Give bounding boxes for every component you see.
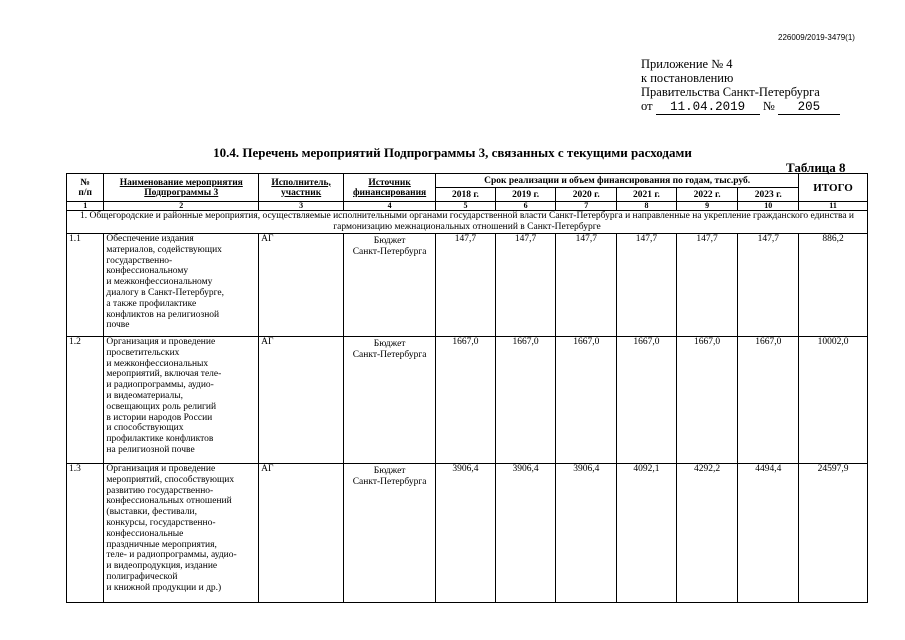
row-year-value: 3906,4 [436, 464, 496, 603]
number-value: 205 [778, 101, 840, 115]
row-year-value: 4092,1 [617, 464, 677, 603]
column-number: 9 [676, 202, 738, 211]
activities-table [66, 173, 868, 603]
row-year-value: 147,7 [495, 234, 556, 337]
column-number: 2 [104, 202, 259, 211]
column-number: 6 [495, 202, 556, 211]
row-executor: АГ [259, 464, 344, 603]
row-year-value: 3906,4 [556, 464, 617, 603]
row-activity-name: Организация и проведение мероприятий, способствующих развитию государственно- конфессиональных отношений (выставки, фестивали, конкурсы, государственно- конфессиональные праздничные мероприятия, теле- и радиопрограммы, аудио- и видеопродукция, издание полиграфической и книжной продукции и др.) [104, 464, 259, 603]
row-year-value: 3906,4 [495, 464, 556, 603]
table-row [67, 234, 868, 337]
row-number: 1.2 [67, 337, 104, 464]
column-number: 10 [738, 202, 799, 211]
column-number: 7 [556, 202, 617, 211]
column-number: 3 [259, 202, 344, 211]
row-funding-source: Бюджет Санкт-Петербурга [344, 234, 436, 337]
column-number: 1 [67, 202, 104, 211]
header-year: 2022 г. [676, 188, 738, 202]
column-number: 5 [436, 202, 496, 211]
row-year-value: 1667,0 [556, 337, 617, 464]
appendix-line-2: к постановлению [641, 71, 734, 85]
column-numbers-row [67, 202, 868, 211]
row-year-value: 147,7 [676, 234, 738, 337]
row-activity-name: Обеспечение издания материалов, содействующих государственно- конфессиональному и межконфессиональному диалогу в Санкт-Петербурге, а также профилактике конфликтов на религиозной почве [104, 234, 259, 337]
date-value: 11.04.2019 [656, 101, 760, 115]
row-funding-source: Бюджет Санкт-Петербурга [344, 337, 436, 464]
header-num: № п/п [67, 174, 104, 202]
row-year-value: 4494,4 [738, 464, 799, 603]
appendix-date-line [641, 99, 840, 115]
row-year-value: 147,7 [436, 234, 496, 337]
table-row [67, 464, 868, 603]
row-total: 24597,9 [799, 464, 868, 603]
column-number: 8 [617, 202, 677, 211]
column-number: 4 [344, 202, 436, 211]
appendix-line-1: Приложение № 4 [641, 57, 733, 71]
header-executor: Исполнитель, участник [259, 174, 344, 202]
row-number: 1.1 [67, 234, 104, 337]
row-activity-name: Организация и проведение просветительских и межконфессиональных мероприятий, включая теле- и радиопрограммы, аудио- и видеоматериалы, освещающих роль религий в истории народов России и способствующих профилактике конфликтов на религиозной почве [104, 337, 259, 464]
row-year-value: 1667,0 [617, 337, 677, 464]
page-title: 10.4. Перечень мероприятий Подпрограммы 3, связанных с текущими расходами [213, 145, 692, 160]
row-year-value: 1667,0 [436, 337, 496, 464]
row-year-value: 147,7 [556, 234, 617, 337]
row-year-value: 147,7 [738, 234, 799, 337]
header-period: Срок реализации и объем финансирования по годам, тыс.руб. [436, 174, 799, 188]
appendix-block [641, 57, 840, 115]
row-executor: АГ [259, 234, 344, 337]
column-number: 11 [799, 202, 868, 211]
date-prefix: от [641, 99, 653, 113]
row-total: 10002,0 [799, 337, 868, 464]
row-year-value: 4292,2 [676, 464, 738, 603]
header-year: 2023 г. [738, 188, 799, 202]
table-header-row [67, 174, 868, 188]
table-row [67, 337, 868, 464]
row-number: 1.3 [67, 464, 104, 603]
row-year-value: 1667,0 [738, 337, 799, 464]
row-total: 886,2 [799, 234, 868, 337]
row-year-value: 147,7 [617, 234, 677, 337]
header-source: Источник финансирования [344, 174, 436, 202]
section-row [67, 211, 868, 234]
row-year-value: 1667,0 [676, 337, 738, 464]
header-year: 2018 г. [436, 188, 496, 202]
document-id: 226009/2019-3479(1) [778, 33, 855, 42]
row-year-value: 1667,0 [495, 337, 556, 464]
appendix-line-3: Правительства Санкт-Петербурга [641, 85, 820, 99]
header-total: ИТОГО [799, 174, 868, 202]
row-funding-source: Бюджет Санкт-Петербурга [344, 464, 436, 603]
row-executor: АГ [259, 337, 344, 464]
table-label: Таблица 8 [786, 160, 846, 175]
header-year: 2021 г. [617, 188, 677, 202]
number-prefix: № [762, 99, 775, 113]
header-name: Наименование мероприятия Подпрограммы 3 [104, 174, 259, 202]
header-year: 2020 г. [556, 188, 617, 202]
section-title: 1. Общегородские и районные мероприятия, осуществляемые исполнительными органами государственной власти Санкт-Петербурга и направленные на укрепление гражданского единства и гармонизацию межнациональных отношений в Санкт-Петербурге [67, 211, 868, 234]
header-year: 2019 г. [495, 188, 556, 202]
